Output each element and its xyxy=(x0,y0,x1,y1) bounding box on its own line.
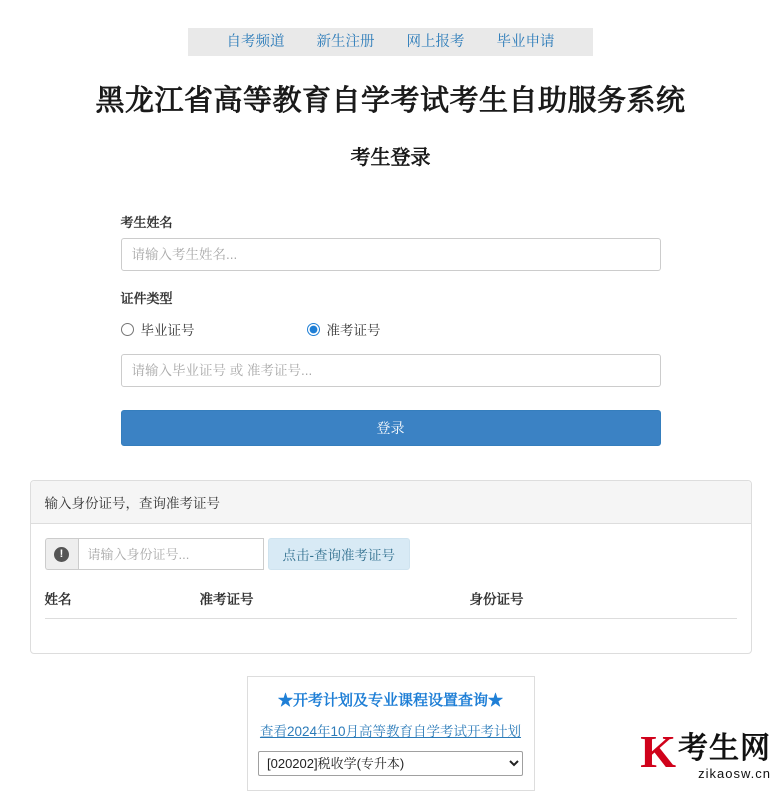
radio-admission-ticket-input[interactable] xyxy=(307,323,320,336)
site-watermark xyxy=(640,726,771,781)
login-button[interactable]: 登录 xyxy=(121,410,661,446)
certificate-type-radio-group xyxy=(121,318,661,340)
exclamation-icon: ! xyxy=(54,547,69,562)
nav-item-graduation-application[interactable]: 毕业申请 xyxy=(496,34,555,50)
column-header-id-number: 身份证号 xyxy=(470,584,737,619)
query-panel-heading: 输入身份证号，查询准考证号 xyxy=(31,481,751,524)
radio-admission-ticket[interactable] xyxy=(307,319,381,339)
column-header-name: 姓名 xyxy=(45,584,200,619)
nav-item-zikao-channel[interactable]: 自考频道 xyxy=(226,34,285,50)
column-header-admission-ticket: 准考证号 xyxy=(200,584,470,619)
page-subtitle: 考生登录 xyxy=(350,147,431,169)
watermark-letter-k: K xyxy=(640,726,676,777)
table-header-row xyxy=(45,584,737,619)
watermark-text-block xyxy=(678,733,771,781)
id-number-input[interactable] xyxy=(78,538,264,570)
exam-plan-box xyxy=(247,676,535,791)
page-title: 黑龙江省高等教育自学考试考生自助服务系统 xyxy=(95,85,686,117)
radio-graduation-certificate-input[interactable] xyxy=(121,323,134,336)
info-icon xyxy=(45,538,78,570)
radio-admission-ticket-label: 准考证号 xyxy=(326,323,381,338)
nav-item-online-exam-application[interactable]: 网上报考 xyxy=(406,34,465,50)
id-number-input-group xyxy=(45,538,737,570)
candidate-name-label: 考生姓名 xyxy=(120,215,173,230)
query-result-table xyxy=(45,584,737,639)
major-select[interactable] xyxy=(258,751,523,776)
nav-item-new-student-registration[interactable]: 新生注册 xyxy=(316,34,375,50)
certificate-number-input[interactable] xyxy=(121,354,661,387)
table-body xyxy=(45,619,737,640)
page-root xyxy=(0,28,781,789)
login-form xyxy=(121,212,661,446)
radio-graduation-certificate-label: 毕业证号 xyxy=(140,323,195,338)
watermark-site-url: zikaosw.cn xyxy=(698,766,771,781)
candidate-name-input[interactable] xyxy=(121,238,661,271)
query-admission-ticket-button[interactable]: 点击-查询准考证号 xyxy=(268,538,411,570)
certificate-type-label: 证件类型 xyxy=(120,291,173,306)
exam-plan-title: ★开考计划及专业课程设置查询★ xyxy=(277,692,503,709)
top-navigation xyxy=(188,28,593,56)
query-panel-body xyxy=(31,524,751,653)
radio-graduation-certificate[interactable] xyxy=(121,319,307,339)
table-row-empty xyxy=(45,619,737,640)
exam-plan-link[interactable]: 查看2024年10月高等教育自学考试开考计划 xyxy=(259,724,522,739)
watermark-site-name: 考生网 xyxy=(678,732,771,765)
admission-ticket-query-panel xyxy=(30,480,752,654)
